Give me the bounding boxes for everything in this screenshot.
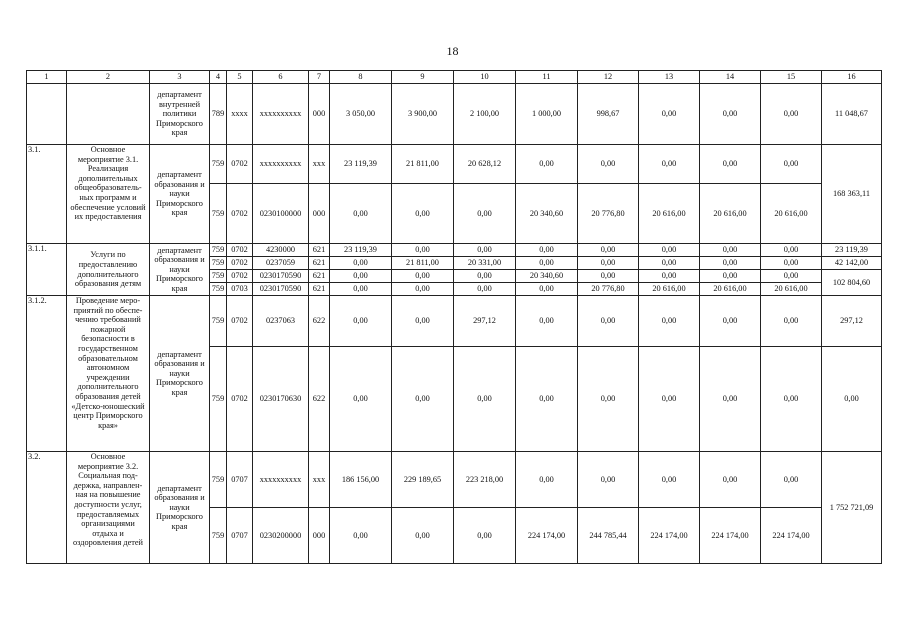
code-cell: 759	[210, 244, 227, 257]
header-cell: 12	[578, 71, 639, 84]
value-cell: 224 174,00	[700, 508, 761, 564]
value-cell: 0,00	[454, 270, 516, 283]
value-cell: 0,00	[700, 145, 761, 184]
value-cell: 0,00	[578, 145, 639, 184]
code-cell: хххххххххх	[253, 84, 309, 145]
header-cell: 3	[150, 71, 210, 84]
value-cell: 224 174,00	[639, 508, 700, 564]
value-cell: 0,00	[516, 347, 578, 452]
code-cell: 0707	[227, 508, 253, 564]
value-cell: 0,00	[516, 145, 578, 184]
table-row	[27, 452, 882, 508]
code-cell: 0702	[227, 184, 253, 244]
value-cell: 0,00	[639, 296, 700, 347]
value-cell: 0,00	[392, 270, 454, 283]
value-cell: 20 616,00	[639, 283, 700, 296]
department-cell: департамент образования и науки Приморского края	[150, 296, 210, 452]
value-cell: 0,00	[761, 257, 822, 270]
value-cell: 0,00	[700, 347, 761, 452]
value-cell: 0,00	[578, 270, 639, 283]
value-cell: 0,00	[639, 452, 700, 508]
row-number-cell: 3.1.	[27, 145, 67, 244]
header-cell: 1	[27, 71, 67, 84]
value-cell: 0,00	[392, 508, 454, 564]
value-cell: 20 628,12	[454, 145, 516, 184]
code-cell: 0230170590	[253, 283, 309, 296]
code-cell: 0237063	[253, 296, 309, 347]
row-number-cell: 3.1.2.	[27, 296, 67, 452]
code-cell: 622	[309, 347, 330, 452]
code-cell: 759	[210, 296, 227, 347]
header-cell: 4	[210, 71, 227, 84]
header-cell: 9	[392, 71, 454, 84]
value-cell: 0,00	[578, 452, 639, 508]
code-cell: 621	[309, 257, 330, 270]
table-row	[27, 84, 882, 145]
code-cell: 621	[309, 244, 330, 257]
code-cell: 622	[309, 296, 330, 347]
measure-name-cell: Основное мероприятие 3.2. Социальная под-держка, направлен-ная на повышение доступности услуг, предоставляемых организациями отдыха и оздоровления детей	[67, 452, 150, 564]
code-cell: 0703	[227, 283, 253, 296]
value-cell: 0,00	[516, 244, 578, 257]
value-cell: 0,00	[639, 145, 700, 184]
value-cell: 0,00	[454, 283, 516, 296]
code-cell: 0230100000	[253, 184, 309, 244]
code-cell: хххх	[227, 84, 253, 145]
total-cell: 11 048,67	[822, 84, 882, 145]
code-cell: 759	[210, 257, 227, 270]
code-cell: 0237059	[253, 257, 309, 270]
total-cell: 42 142,00	[822, 257, 882, 270]
row-number-cell: 3.2.	[27, 452, 67, 564]
value-cell: 0,00	[700, 84, 761, 145]
code-cell: 789	[210, 84, 227, 145]
budget-table	[26, 70, 882, 564]
code-cell: 0230170590	[253, 270, 309, 283]
value-cell: 0,00	[330, 296, 392, 347]
header-row	[27, 71, 882, 84]
value-cell: 244 785,44	[578, 508, 639, 564]
total-cell: 102 804,60	[822, 270, 882, 296]
code-cell: 759	[210, 184, 227, 244]
value-cell: 223 218,00	[454, 452, 516, 508]
code-cell: ххх	[309, 145, 330, 184]
code-cell: 0230170630	[253, 347, 309, 452]
value-cell: 0,00	[454, 244, 516, 257]
code-cell: 000	[309, 84, 330, 145]
value-cell: 20 616,00	[761, 184, 822, 244]
code-cell: 759	[210, 270, 227, 283]
value-cell: 1 000,00	[516, 84, 578, 145]
value-cell: 0,00	[454, 184, 516, 244]
total-cell: 297,12	[822, 296, 882, 347]
code-cell: 0702	[227, 244, 253, 257]
value-cell: 0,00	[392, 283, 454, 296]
value-cell: 224 174,00	[761, 508, 822, 564]
header-cell: 5	[227, 71, 253, 84]
value-cell: 0,00	[761, 84, 822, 145]
total-cell: 0,00	[822, 347, 882, 452]
value-cell: 0,00	[392, 296, 454, 347]
value-cell: 224 174,00	[516, 508, 578, 564]
code-cell: 4230000	[253, 244, 309, 257]
code-cell: 759	[210, 283, 227, 296]
header-cell: 15	[761, 71, 822, 84]
total-cell: 1 752 721,09	[822, 452, 882, 564]
code-cell: 000	[309, 184, 330, 244]
value-cell: 0,00	[700, 452, 761, 508]
measure-name-cell	[67, 84, 150, 145]
code-cell: 0702	[227, 145, 253, 184]
value-cell: 0,00	[330, 257, 392, 270]
value-cell: 0,00	[578, 347, 639, 452]
row-number-cell	[27, 84, 67, 145]
value-cell: 0,00	[516, 257, 578, 270]
code-cell: 000	[309, 508, 330, 564]
value-cell: 0,00	[392, 244, 454, 257]
measure-name-cell: Проведение меро-приятий по обеспе-чению требований пожарной безопасности в государственном образовательном автономном учреждении дополнительного образования детей «Детско-юношеский центр Приморского края»	[67, 296, 150, 452]
value-cell: 3 050,00	[330, 84, 392, 145]
value-cell: 20 616,00	[761, 283, 822, 296]
value-cell: 0,00	[578, 296, 639, 347]
value-cell: 0,00	[700, 244, 761, 257]
code-cell: 759	[210, 347, 227, 452]
value-cell: 0,00	[761, 452, 822, 508]
value-cell: 229 189,65	[392, 452, 454, 508]
value-cell: 20 776,80	[578, 283, 639, 296]
value-cell: 0,00	[330, 283, 392, 296]
value-cell: 0,00	[700, 257, 761, 270]
value-cell: 0,00	[454, 347, 516, 452]
value-cell: 23 119,39	[330, 244, 392, 257]
table-row	[27, 244, 882, 257]
value-cell: 297,12	[454, 296, 516, 347]
value-cell: 0,00	[639, 84, 700, 145]
header-cell: 11	[516, 71, 578, 84]
value-cell: 2 100,00	[454, 84, 516, 145]
total-cell: 168 363,11	[822, 145, 882, 244]
value-cell: 0,00	[578, 244, 639, 257]
code-cell: 621	[309, 283, 330, 296]
value-cell: 0,00	[330, 347, 392, 452]
code-cell: 621	[309, 270, 330, 283]
code-cell: 0702	[227, 257, 253, 270]
code-cell: 759	[210, 452, 227, 508]
value-cell: 0,00	[639, 257, 700, 270]
header-cell: 7	[309, 71, 330, 84]
total-cell: 23 119,39	[822, 244, 882, 257]
value-cell: 20 616,00	[639, 184, 700, 244]
value-cell: 20 616,00	[700, 184, 761, 244]
department-cell: департамент образования и науки Приморского края	[150, 452, 210, 564]
value-cell: 3 900,00	[392, 84, 454, 145]
value-cell: 0,00	[454, 508, 516, 564]
department-cell: департамент внутренней политики Приморского края	[150, 84, 210, 145]
value-cell: 0,00	[700, 296, 761, 347]
value-cell: 0,00	[761, 244, 822, 257]
department-cell: департамент образования и науки Приморского края	[150, 145, 210, 244]
code-cell: 0702	[227, 296, 253, 347]
value-cell: 0,00	[330, 508, 392, 564]
value-cell: 0,00	[330, 270, 392, 283]
value-cell: 186 156,00	[330, 452, 392, 508]
code-cell: 0702	[227, 270, 253, 283]
code-cell: хххххххххх	[253, 145, 309, 184]
header-cell: 10	[454, 71, 516, 84]
value-cell: 0,00	[639, 347, 700, 452]
value-cell: 21 811,00	[392, 257, 454, 270]
value-cell: 0,00	[761, 296, 822, 347]
value-cell: 20 340,60	[516, 184, 578, 244]
header-cell: 14	[700, 71, 761, 84]
value-cell: 0,00	[392, 347, 454, 452]
value-cell: 20 776,80	[578, 184, 639, 244]
value-cell: 998,67	[578, 84, 639, 145]
value-cell: 0,00	[392, 184, 454, 244]
header-cell: 13	[639, 71, 700, 84]
value-cell: 0,00	[516, 452, 578, 508]
value-cell: 0,00	[330, 184, 392, 244]
header-cell: 6	[253, 71, 309, 84]
header-cell: 8	[330, 71, 392, 84]
table-row	[27, 145, 882, 184]
page-number: 18	[446, 44, 459, 58]
value-cell: 0,00	[516, 296, 578, 347]
value-cell: 0,00	[516, 283, 578, 296]
measure-name-cell: Услуги по предоставлению дополнительного образования детям	[67, 244, 150, 296]
code-cell: 759	[210, 145, 227, 184]
value-cell: 0,00	[761, 270, 822, 283]
value-cell: 0,00	[639, 270, 700, 283]
value-cell: 23 119,39	[330, 145, 392, 184]
value-cell: 0,00	[578, 257, 639, 270]
value-cell: 20 331,00	[454, 257, 516, 270]
row-number-cell: 3.1.1.	[27, 244, 67, 296]
value-cell: 0,00	[700, 270, 761, 283]
code-cell: 0707	[227, 452, 253, 508]
header-cell: 16	[822, 71, 882, 84]
value-cell: 0,00	[761, 347, 822, 452]
value-cell: 0,00	[639, 244, 700, 257]
code-cell: 0702	[227, 347, 253, 452]
code-cell: хххххххххх	[253, 452, 309, 508]
header-cell: 2	[67, 71, 150, 84]
department-cell: департамент образования и науки Приморского края	[150, 244, 210, 296]
code-cell: 0230200000	[253, 508, 309, 564]
table-row	[27, 296, 882, 347]
value-cell: 20 616,00	[700, 283, 761, 296]
value-cell: 21 811,00	[392, 145, 454, 184]
value-cell: 0,00	[761, 145, 822, 184]
value-cell: 20 340,60	[516, 270, 578, 283]
measure-name-cell: Основное мероприятие 3.1. Реализация дополнительных общеобразователь-ных программ и обеспечение условий их предоставления	[67, 145, 150, 244]
code-cell: ххх	[309, 452, 330, 508]
code-cell: 759	[210, 508, 227, 564]
